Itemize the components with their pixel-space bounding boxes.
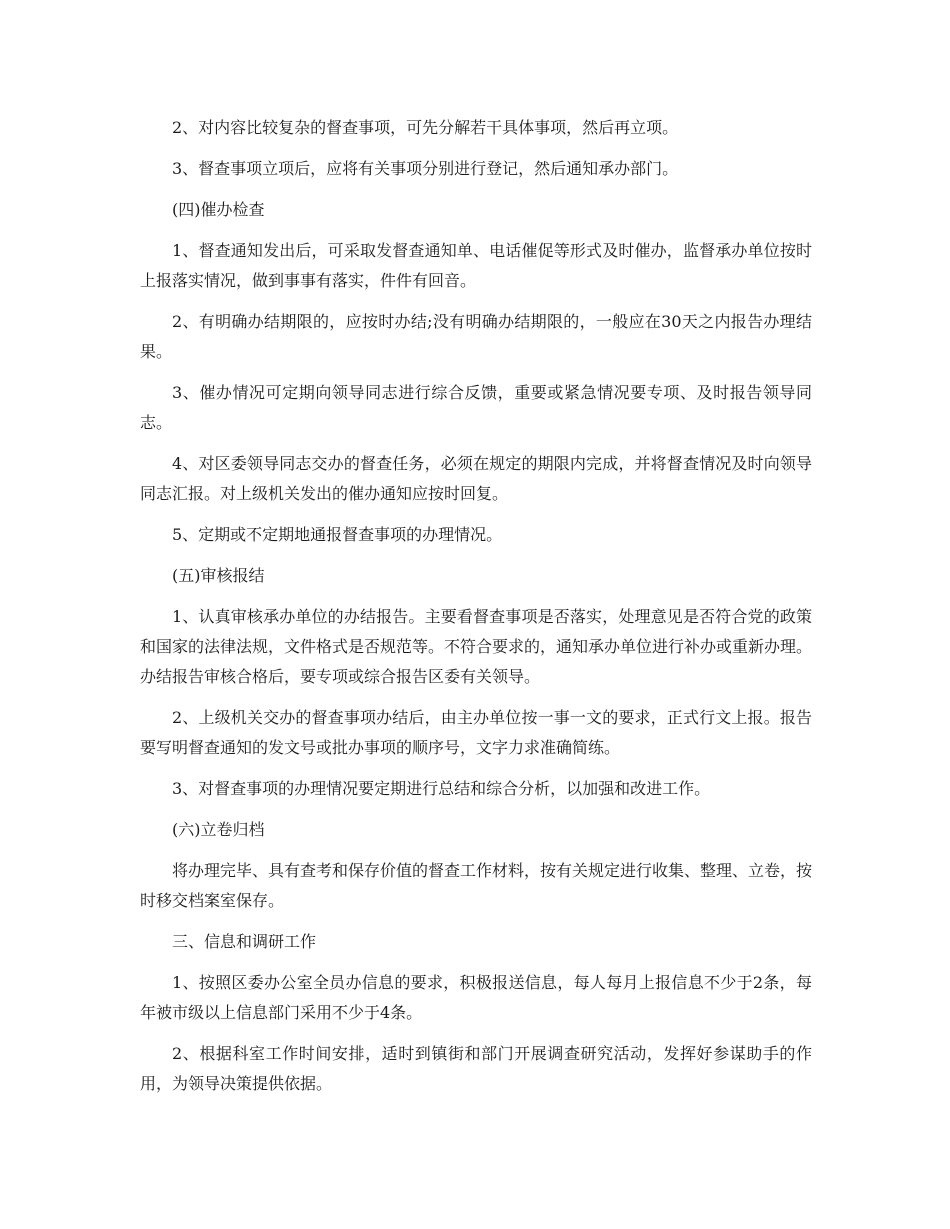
paragraph-review-1: 1、认真审核承办单位的办结报告。主要看督查事项是否落实，处理意见是否符合党的政策和国家的法律法规，文件格式是否规范等。不符合要求的，通知承办单位进行补办或重新办理。办结报告审核合格后，要专项或综合报告区委有关领导。 bbox=[140, 607, 813, 686]
paragraph-2-decompose: 2、对内容比较复杂的督查事项，可先分解若干具体事项，然后再立项。 bbox=[172, 118, 679, 137]
paragraph-urge-1: 1、督查通知发出后，可采取发督查通知单、电话催促等形式及时催办，监督承办单位按时上报落实情况，做到事事有落实，件件有回音。 bbox=[140, 241, 812, 290]
paragraph-urge-3: 3、催办情况可定期向领导同志进行综合反馈，重要或紧急情况要专项、及时报告领导同志。 bbox=[140, 383, 812, 432]
paragraph-archive: 将办理完毕、具有查考和保存价值的督查工作材料，按有关规定进行收集、整理、立卷，按时移交档案室保存。 bbox=[140, 861, 813, 910]
paragraph-urge-4: 4、对区委领导同志交办的督查任务，必须在规定的期限内完成，并将督查情况及时向领导同志汇报。对上级机关发出的催办通知应按时回复。 bbox=[140, 454, 812, 503]
section-heading-urge-check: (四)催办检查 bbox=[172, 200, 265, 219]
paragraph-info-2: 2、根据科室工作时间安排，适时到镇街和部门开展调查研究活动，发挥好参谋助手的作用，为领导决策提供依据。 bbox=[140, 1044, 812, 1093]
section-heading-info-research: 三、信息和调研工作 bbox=[172, 932, 317, 951]
paragraph-review-2: 2、上级机关交办的督查事项办结后，由主办单位按一事一文的要求，正式行文上报。报告要写明督查通知的发文号或批办事项的顺序号，文字力求准确简练。 bbox=[140, 708, 812, 757]
paragraph-3-register: 3、督查事项立项后，应将有关事项分别进行登记，然后通知承办部门。 bbox=[172, 159, 679, 178]
document-body bbox=[140, 113, 812, 1110]
paragraph-urge-2: 2、有明确办结期限的，应按时办结;没有明确办结期限的，一般应在30天之内报告办理结果。 bbox=[140, 312, 812, 361]
paragraph-info-1: 1、按照区委办公室全员办信息的要求，积极报送信息，每人每月上报信息不少于2条，每年被市级以上信息部门采用不少于4条。 bbox=[140, 973, 812, 1022]
section-heading-archive: (六)立卷归档 bbox=[172, 820, 265, 839]
paragraph-review-3: 3、对督查事项的办理情况要定期进行总结和综合分析，以加强和改进工作。 bbox=[172, 779, 711, 798]
section-heading-review-report: (五)审核报结 bbox=[172, 566, 265, 585]
paragraph-urge-5: 5、定期或不定期地通报督查事项的办理情况。 bbox=[172, 525, 503, 544]
